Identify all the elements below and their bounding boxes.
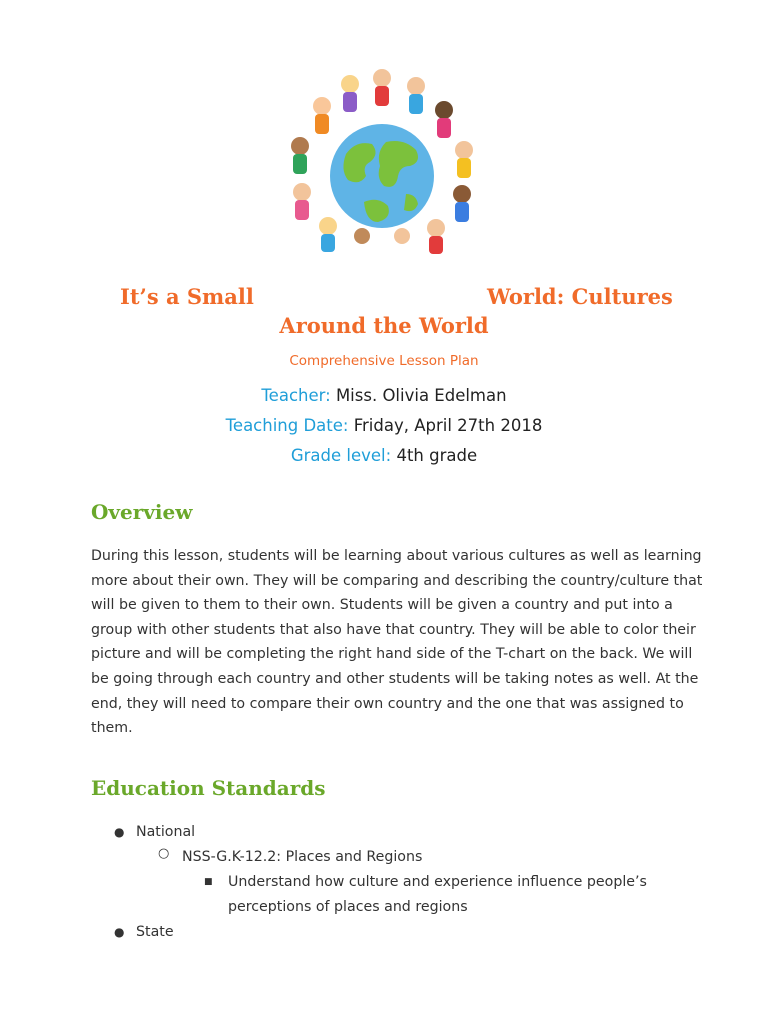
- teacher-line: Teacher: Miss. Olivia Edelman: [261, 386, 507, 405]
- title-part-1: It’s a Small: [120, 284, 254, 309]
- children-around-globe-icon: [276, 64, 488, 256]
- overview-heading: Overview: [91, 500, 193, 524]
- grade-level-value: 4th grade: [396, 446, 478, 465]
- document-subtitle: Comprehensive Lesson Plan: [289, 353, 479, 369]
- overview-paragraph: During this lesson, students will be learning about various cultures as well as learning more about their own. They will be comparing and describing the country/culture that will be given to them to their own. Students will be given a country and put into a group with other students that also have that country. They will be able to color their picture and will be completing the right hand side of the T-chart on the back. We will be going through each country and other students will be taking notes as well. At the end, they will need to compare their own country and the one that was assigned to them.: [91, 548, 703, 737]
- teacher-value: Miss. Olivia Edelman: [335, 386, 507, 405]
- list-bullet: ○: [158, 846, 170, 861]
- title-part-3: Around the World: [279, 313, 489, 338]
- teaching-date-line: Teaching Date: Friday, April 27th 2018: [225, 416, 543, 435]
- list-bullet: ●: [114, 825, 125, 839]
- list-item-standard-description: Understand how culture and experience influence people’s perceptions of places and regions: [228, 874, 647, 915]
- teaching-date-label: Teaching Date: [225, 416, 343, 435]
- list-item-national: National: [136, 824, 196, 840]
- grade-level-line: Grade level: 4th grade: [290, 446, 478, 465]
- list-item-nss-standard: NSS-G.K-12.2: Places and Regions: [182, 849, 423, 865]
- grade-level-label: Grade level: [290, 446, 386, 465]
- title-part-2: World: Cultures: [487, 284, 673, 309]
- education-standards-heading: Education Standards: [91, 776, 326, 800]
- teacher-label: Teacher: [261, 386, 326, 405]
- list-bullet: ■: [204, 877, 213, 887]
- list-item-state: State: [136, 924, 174, 940]
- list-bullet: ●: [114, 925, 125, 939]
- teaching-date-value: Friday, April 27th 2018: [353, 416, 543, 435]
